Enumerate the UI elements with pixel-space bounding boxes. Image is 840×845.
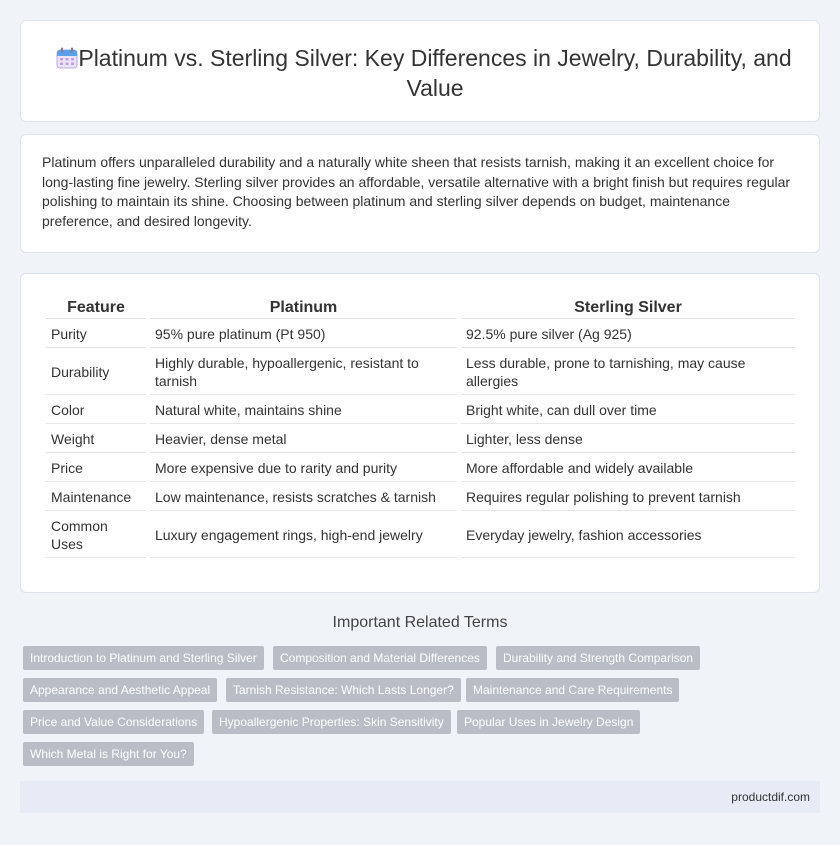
column-header-sterling-silver: Sterling Silver — [461, 297, 795, 319]
feature-cell: Price — [46, 455, 146, 482]
table-row — [46, 397, 795, 424]
footer-site-name[interactable]: productdif.com — [731, 790, 810, 804]
table-row — [46, 321, 795, 348]
related-term-tag[interactable]: Popular Uses in Jewelry Design — [457, 710, 640, 734]
table-row — [46, 484, 795, 511]
related-term-tag[interactable]: Composition and Material Differences — [273, 646, 487, 670]
related-term-tag[interactable]: Tarnish Resistance: Which Lasts Longer? — [226, 678, 461, 702]
feature-cell: Weight — [46, 426, 146, 453]
footer — [20, 781, 820, 813]
table-row — [46, 455, 795, 482]
platinum-cell: Natural white, maintains shine — [150, 397, 457, 424]
column-header-platinum: Platinum — [150, 297, 457, 319]
platinum-cell: Luxury engagement rings, high-end jewelry — [150, 513, 457, 558]
sterling-silver-cell: Everyday jewelry, fashion accessories — [461, 513, 795, 558]
platinum-cell: Heavier, dense metal — [150, 426, 457, 453]
table-header-row — [46, 297, 795, 319]
feature-cell: Color — [46, 397, 146, 424]
related-terms-heading: Important Related Terms — [332, 614, 508, 631]
related-term-tag[interactable]: Which Metal is Right for You? — [23, 742, 194, 766]
feature-cell: Purity — [46, 321, 146, 348]
platinum-cell: Highly durable, hypoallergenic, resistant to tarnish — [150, 350, 457, 395]
feature-cell: Maintenance — [46, 484, 146, 511]
header-card — [20, 20, 820, 122]
table-row — [46, 513, 795, 558]
sterling-silver-cell: Bright white, can dull over time — [461, 397, 795, 424]
related-term-tag[interactable]: Introduction to Platinum and Sterling Silver — [23, 646, 264, 670]
feature-cell: Durability — [46, 350, 146, 395]
page-title: Platinum vs. Sterling Silver: Key Differences in Jewelry, Durability, and Value — [78, 45, 792, 101]
related-term-tag[interactable]: Durability and Strength Comparison — [496, 646, 700, 670]
related-term-tag[interactable]: Maintenance and Care Requirements — [466, 678, 679, 702]
comparison-card — [20, 273, 820, 593]
intro-paragraph: Platinum offers unparalleled durability and a naturally white sheen that resists tarnish, making it an excellent choice for long-lasting fine jewelry. Sterling silver provides an affordable, versatile alternative with a bright finish but requires regular polishing to maintain its shine. Choosing between platinum and sterling silver depends on budget, maintenance preference, and desired longevity. — [42, 154, 791, 229]
sterling-silver-cell: Less durable, prone to tarnishing, may cause allergies — [461, 350, 795, 395]
feature-cell: Common Uses — [46, 513, 146, 558]
sterling-silver-cell: More affordable and widely available — [461, 455, 795, 482]
comparison-table — [42, 295, 799, 560]
platinum-cell: More expensive due to rarity and purity — [150, 455, 457, 482]
related-term-tag[interactable]: Hypoallergenic Properties: Skin Sensitivity — [212, 710, 451, 734]
table-row — [46, 350, 795, 395]
intro-card — [20, 134, 820, 253]
related-term-tag[interactable]: Appearance and Aesthetic Appeal — [23, 678, 217, 702]
column-header-feature: Feature — [46, 297, 146, 319]
platinum-cell: 95% pure platinum (Pt 950) — [150, 321, 457, 348]
table-row — [46, 426, 795, 453]
sterling-silver-cell: 92.5% pure silver (Ag 925) — [461, 321, 795, 348]
sterling-silver-cell: Lighter, less dense — [461, 426, 795, 453]
platinum-cell: Low maintenance, resists scratches & tarnish — [150, 484, 457, 511]
sterling-silver-cell: Requires regular polishing to prevent tarnish — [461, 484, 795, 511]
related-term-tag[interactable]: Price and Value Considerations — [23, 710, 204, 734]
